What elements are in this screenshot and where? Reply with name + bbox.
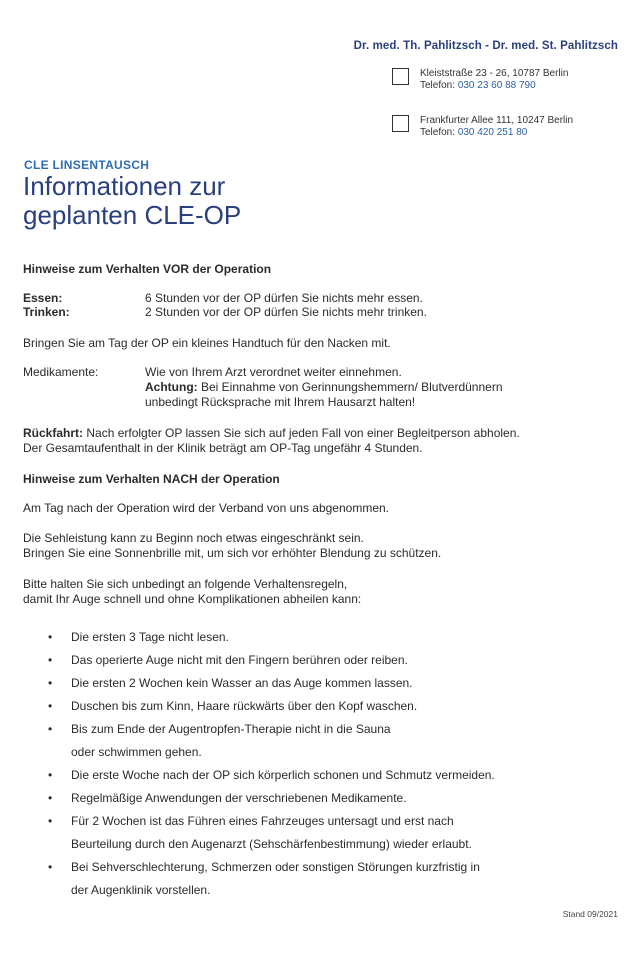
rules-list xyxy=(48,626,611,902)
bullet-icon: • xyxy=(48,676,53,690)
essen-label: Essen: xyxy=(23,291,63,305)
location-address: Frankfurter Allee 111, 10247 Berlin xyxy=(420,115,574,126)
bullet-icon: • xyxy=(48,653,53,667)
title-line: geplanten CLE-OP xyxy=(23,200,242,230)
before-heading: Hinweise zum Verhalten VOR der Operation xyxy=(23,262,272,276)
list-item: • Die erste Woche nach der OP sich körperlich schonen und Schmutz vermeiden. xyxy=(48,764,611,787)
essen-text: 6 Stunden vor der OP dürfen Sie nichts mehr essen. xyxy=(145,291,423,305)
list-item: • Die ersten 2 Wochen kein Wasser an das Auge kommen lassen. xyxy=(48,672,611,695)
rueckfahrt-text: Der Gesamtaufenthalt in der Klinik beträgt am OP-Tag ungefähr 4 Stunden. xyxy=(23,441,423,455)
phone-number[interactable]: 030 420 251 80 xyxy=(457,127,528,138)
achtung-text: unbedingt Rücksprache mit Ihrem Hausarzt halten! xyxy=(145,395,416,409)
list-item: • Für 2 Wochen ist das Führen eines Fahrzeuges untersagt und erst nach xyxy=(48,810,611,833)
list-item-continuation: Beurteilung durch den Augenarzt (Sehschärfenbestimmung) wieder erlaubt. xyxy=(71,837,472,851)
sehleistung-text: Die Sehleistung kann zu Beginn noch etwas eingeschränkt sein. xyxy=(23,531,364,545)
bullet-icon: • xyxy=(48,860,53,874)
location-checkbox xyxy=(392,115,409,132)
rueckfahrt-text: Nach erfolgter OP lassen Sie sich auf jeden Fall von einer Begleitperson abholen. xyxy=(83,426,520,440)
bullet-icon: • xyxy=(48,630,53,644)
bullet-icon: • xyxy=(48,699,53,713)
after-heading: Hinweise zum Verhalten NACH der Operation xyxy=(23,472,280,486)
list-item: • Das operierte Auge nicht mit den Fingern berühren oder reiben. xyxy=(48,649,611,672)
list-item-continuation: oder schwimmen gehen. xyxy=(71,745,202,759)
bullet-icon: • xyxy=(48,768,53,782)
list-item: • Die ersten 3 Tage nicht lesen. xyxy=(48,626,611,649)
regeln-intro xyxy=(23,577,361,607)
achtung-text: Bei Einnahme von Gerinnungshemmern/ Blutverdünnern xyxy=(197,380,503,394)
regeln-text: damit Ihr Auge schnell und ohne Komplikationen abheilen kann: xyxy=(23,592,362,606)
doctors-header: Dr. med. Th. Pahlitzsch - Dr. med. St. Pahlitzsch xyxy=(353,40,618,52)
location-checkbox xyxy=(392,68,409,85)
list-item: • Duschen bis zum Kinn, Haare rückwärts über den Kopf waschen. xyxy=(48,695,611,718)
handtuch-text: Bringen Sie am Tag der OP ein kleines Handtuch für den Nacken mit. xyxy=(23,336,391,350)
medikamente-text: Wie von Ihrem Arzt verordnet weiter einnehmen. xyxy=(145,365,402,379)
verband-text: Am Tag nach der Operation wird der Verband von uns abgenommen. xyxy=(23,501,389,515)
kicker: CLE LINSENTAUSCH xyxy=(24,158,150,172)
title-line: Informationen zur xyxy=(23,171,226,201)
bullet-icon: • xyxy=(48,814,53,828)
trinken-label: Trinken: xyxy=(23,305,70,319)
phone-label: Telefon: xyxy=(420,127,458,138)
sehleistung-block xyxy=(23,531,441,561)
bullet-icon: • xyxy=(48,791,53,805)
phone-label: Telefon: xyxy=(420,80,458,91)
regeln-text: Bitte halten Sie sich unbedingt an folgende Verhaltensregeln, xyxy=(23,577,348,591)
list-item: • Regelmäßige Anwendungen der verschriebenen Medikamente. xyxy=(48,787,611,810)
list-item: • Bei Sehverschlechterung, Schmerzen oder sonstigen Störungen kurzfristig in xyxy=(48,856,611,879)
stand-date: Stand 09/2021 xyxy=(562,909,618,919)
trinken-text: 2 Stunden vor der OP dürfen Sie nichts mehr trinken. xyxy=(145,305,427,319)
rueckfahrt-block xyxy=(23,426,520,456)
achtung-label: Achtung: xyxy=(145,380,198,394)
location-address: Kleiststraße 23 - 26, 10787 Berlin xyxy=(420,68,569,79)
sehleistung-text: Bringen Sie eine Sonnenbrille mit, um sich vor erhöhter Blendung zu schützen. xyxy=(23,546,442,560)
phone-number[interactable]: 030 23 60 88 790 xyxy=(457,80,536,91)
medikamente-label: Medikamente: xyxy=(23,365,99,379)
bullet-icon: • xyxy=(48,722,53,736)
list-item: • Bis zum Ende der Augentropfen-Therapie nicht in die Sauna xyxy=(48,718,611,741)
list-item-continuation: der Augenklinik vorstellen. xyxy=(71,883,211,897)
page-title xyxy=(23,172,241,230)
rueckfahrt-label: Rückfahrt: xyxy=(23,426,84,440)
